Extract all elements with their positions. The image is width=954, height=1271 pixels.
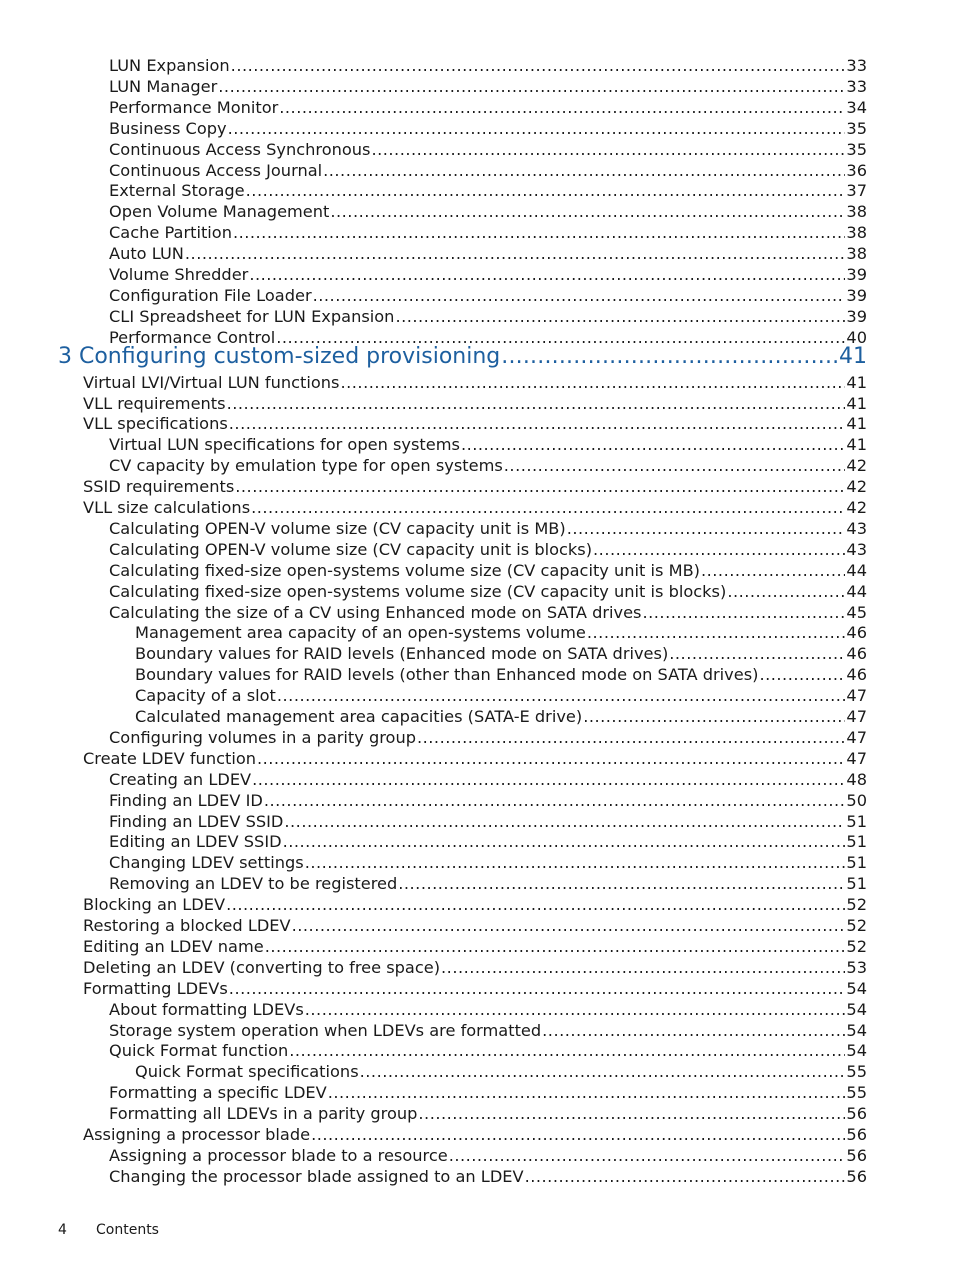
toc-entry-page-number: 37 bbox=[846, 181, 867, 201]
toc-entry-page-number: 39 bbox=[846, 306, 867, 326]
toc-entry-page-number: 54 bbox=[846, 999, 867, 1019]
toc-entry-title: Virtual LVI/Virtual LUN functions bbox=[83, 372, 340, 392]
toc-dot-leader bbox=[252, 770, 845, 790]
toc-entry-title: LUN Manager bbox=[109, 76, 218, 96]
toc-dot-leader bbox=[593, 540, 845, 560]
toc-entry-title: LUN Expansion bbox=[109, 56, 230, 75]
toc-entry[interactable] bbox=[109, 223, 867, 243]
toc-dot-leader bbox=[235, 477, 845, 497]
toc-entry-page-number: 55 bbox=[846, 1062, 867, 1082]
toc-entry-title: Calculating fixed-size open-systems volume size (CV capacity unit is MB) bbox=[109, 560, 700, 580]
toc-entry[interactable] bbox=[109, 1000, 867, 1020]
toc-dot-leader bbox=[283, 832, 846, 852]
toc-entry-title: Assigning a processor blade to a resource bbox=[109, 1145, 448, 1165]
toc-entry[interactable] bbox=[109, 119, 867, 139]
toc-dot-leader bbox=[727, 582, 845, 602]
toc-entry[interactable] bbox=[109, 874, 867, 894]
toc-entry[interactable] bbox=[83, 414, 867, 434]
toc-dot-leader bbox=[229, 979, 846, 999]
toc-entry[interactable] bbox=[109, 307, 867, 327]
toc-entry[interactable] bbox=[109, 1146, 867, 1166]
toc-entry-page-number: 53 bbox=[846, 957, 867, 977]
toc-entry-page-number: 56 bbox=[846, 1104, 867, 1124]
toc-entry-title: Restoring a blocked LDEV bbox=[83, 916, 291, 935]
toc-entry-page-number: 52 bbox=[846, 916, 867, 935]
toc-entry[interactable] bbox=[109, 853, 867, 873]
toc-entry-title: Volume Shredder bbox=[109, 265, 249, 284]
toc-entry[interactable] bbox=[109, 77, 867, 97]
toc-entry-title: Calculating the size of a CV using Enhanced mode on SATA drives bbox=[109, 602, 642, 622]
toc-entry-page-number: 42 bbox=[846, 477, 867, 497]
toc-dot-leader bbox=[249, 265, 845, 285]
toc-entry-page-number: 44 bbox=[846, 560, 867, 580]
toc-entry[interactable] bbox=[109, 832, 867, 852]
toc-dot-leader bbox=[305, 1000, 846, 1020]
toc-entry[interactable] bbox=[109, 603, 867, 623]
toc-entry-title: Formatting a specific LDEV bbox=[109, 1083, 327, 1103]
toc-entry-title: Calculating OPEN-V volume size (CV capacity unit is MB) bbox=[109, 518, 566, 538]
toc-entry-page-number: 42 bbox=[846, 498, 867, 517]
toc-entry-page-number: 51 bbox=[846, 853, 867, 873]
toc-dot-leader bbox=[398, 874, 845, 894]
toc-dot-leader bbox=[323, 161, 845, 181]
toc-entry[interactable] bbox=[109, 265, 867, 285]
toc-entry[interactable] bbox=[109, 244, 867, 264]
toc-entry-title: Continuous Access Synchronous bbox=[109, 139, 371, 159]
toc-dot-leader bbox=[305, 853, 846, 873]
toc-entry[interactable] bbox=[135, 665, 867, 685]
toc-entry-page-number: 43 bbox=[846, 539, 867, 559]
toc-entry[interactable] bbox=[135, 686, 867, 706]
toc-dot-leader bbox=[461, 435, 845, 455]
toc-entry-title: Configuration File Loader bbox=[109, 285, 312, 305]
toc-entry-page-number: 34 bbox=[846, 97, 867, 117]
toc-entry-title: Boundary values for RAID levels (Enhanced mode on SATA drives) bbox=[135, 644, 669, 664]
toc-entry-title: Capacity of a slot bbox=[135, 686, 276, 706]
toc-entry[interactable] bbox=[135, 623, 867, 643]
toc-entry[interactable] bbox=[83, 916, 867, 936]
toc-dot-leader bbox=[257, 749, 845, 769]
toc-entry-title: Open Volume Management bbox=[109, 202, 330, 222]
toc-dot-leader bbox=[330, 202, 845, 222]
toc-entry[interactable] bbox=[83, 1125, 867, 1145]
toc-entry[interactable] bbox=[83, 373, 867, 393]
toc-entry-title: 3 Configuring custom-sized provisioning bbox=[58, 343, 501, 369]
toc-entry-page-number: 45 bbox=[846, 602, 867, 622]
toc-entry-title: Blocking an LDEV bbox=[83, 895, 226, 915]
toc-entry[interactable] bbox=[109, 582, 867, 602]
toc-entry[interactable] bbox=[83, 749, 867, 769]
toc-entry[interactable] bbox=[109, 456, 867, 476]
toc-entry-page-number: 51 bbox=[846, 874, 867, 894]
toc-dot-leader bbox=[504, 456, 846, 476]
toc-dot-leader bbox=[292, 916, 846, 936]
toc-dot-leader bbox=[583, 707, 845, 727]
toc-entry-title: Storage system operation when LDEVs are formatted bbox=[109, 1020, 542, 1040]
toc-entry-title: Formatting LDEVs bbox=[83, 978, 228, 998]
toc-entry-page-number: 38 bbox=[846, 223, 867, 243]
toc-entry[interactable] bbox=[83, 979, 867, 999]
toc-entry-title: Create LDEV function bbox=[83, 748, 256, 768]
toc-entry-page-number: 51 bbox=[846, 832, 867, 852]
toc-dot-leader bbox=[371, 140, 845, 160]
toc-dot-leader bbox=[277, 686, 846, 706]
toc-dot-leader bbox=[229, 414, 846, 434]
toc-dot-leader bbox=[289, 1041, 845, 1061]
toc-entry[interactable] bbox=[109, 770, 867, 790]
toc-entry[interactable] bbox=[109, 1104, 867, 1124]
toc-entry[interactable] bbox=[135, 644, 867, 664]
toc-entry-title: Performance Control bbox=[109, 327, 276, 347]
toc-entry-title: Formatting all LDEVs in a parity group bbox=[109, 1104, 418, 1124]
toc-entry[interactable] bbox=[109, 728, 867, 748]
toc-entry-page-number: 40 bbox=[846, 327, 867, 347]
toc-entry[interactable] bbox=[83, 477, 867, 497]
toc-entry-title: Creating an LDEV bbox=[109, 769, 252, 789]
toc-entry-page-number: 33 bbox=[846, 56, 867, 75]
toc-entry-title: Virtual LUN specifications for open systems bbox=[109, 435, 460, 455]
toc-entry-page-number: 36 bbox=[846, 160, 867, 180]
toc-entry-title: Boundary values for RAID levels (other than Enhanced mode on SATA drives) bbox=[135, 665, 759, 685]
toc-entry-title: Auto LUN bbox=[109, 244, 184, 264]
toc-entry-page-number: 39 bbox=[846, 265, 867, 284]
toc-entry[interactable] bbox=[109, 435, 867, 455]
toc-entry-page-number: 51 bbox=[846, 811, 867, 831]
toc-entry[interactable] bbox=[83, 498, 867, 518]
toc-entry-title: Finding an LDEV ID bbox=[109, 790, 263, 810]
toc-entry[interactable] bbox=[83, 958, 867, 978]
toc-dot-leader bbox=[228, 119, 846, 139]
toc-entry[interactable] bbox=[109, 181, 867, 201]
toc-entry-title: External Storage bbox=[109, 181, 245, 201]
toc-entry-title: Performance Monitor bbox=[109, 97, 279, 117]
toc-chapter-heading[interactable] bbox=[58, 343, 867, 371]
toc-entry-page-number: 50 bbox=[846, 790, 867, 810]
toc-entry-page-number: 54 bbox=[846, 1041, 867, 1061]
toc-entry-title: Editing an LDEV SSID bbox=[109, 832, 282, 852]
toc-entry-title: SSID requirements bbox=[83, 477, 235, 497]
toc-entry-title: VLL size calculations bbox=[83, 498, 251, 517]
toc-dot-leader bbox=[311, 1125, 845, 1145]
toc-dot-leader bbox=[246, 181, 846, 201]
toc-entry-page-number: 41 bbox=[846, 435, 867, 455]
toc-entry-title: Configuring volumes in a parity group bbox=[109, 727, 416, 747]
toc-entry-page-number: 46 bbox=[846, 623, 867, 643]
toc-entry-title: Quick Format specifications bbox=[135, 1062, 359, 1082]
toc-entry-page-number: 41 bbox=[846, 393, 867, 413]
toc-entry[interactable] bbox=[109, 519, 867, 539]
toc-dot-leader bbox=[265, 937, 846, 957]
toc-entry-page-number: 42 bbox=[846, 456, 867, 476]
toc-entry[interactable] bbox=[109, 791, 867, 811]
toc-entry-title: Quick Format function bbox=[109, 1041, 289, 1061]
toc-dot-leader bbox=[313, 286, 846, 306]
toc-dot-leader bbox=[449, 1146, 846, 1166]
toc-entry-title: Assigning a processor blade bbox=[83, 1125, 311, 1144]
toc-dot-leader bbox=[284, 812, 845, 832]
toc-entry-title: Calculating OPEN-V volume size (CV capacity unit is blocks) bbox=[109, 539, 593, 559]
toc-dot-leader bbox=[642, 603, 845, 623]
toc-entry-title: VLL specifications bbox=[83, 414, 228, 434]
toc-entry-title: Business Copy bbox=[109, 118, 227, 138]
toc-entry[interactable] bbox=[109, 1041, 867, 1061]
toc-entry-page-number: 47 bbox=[846, 727, 867, 747]
toc-entry[interactable] bbox=[109, 98, 867, 118]
toc-entry-title: About formatting LDEVs bbox=[109, 999, 304, 1019]
toc-entry-title: Editing an LDEV name bbox=[83, 936, 264, 956]
toc-dot-leader bbox=[501, 343, 838, 371]
toc-entry-page-number: 38 bbox=[846, 202, 867, 222]
toc-entry-page-number: 56 bbox=[846, 1145, 867, 1165]
toc-dot-leader bbox=[417, 728, 845, 748]
toc-entry-title: CLI Spreadsheet for LUN Expansion bbox=[109, 306, 395, 326]
toc-entry-page-number: 35 bbox=[846, 118, 867, 138]
toc-entry-page-number: 48 bbox=[846, 769, 867, 789]
toc-entry[interactable] bbox=[109, 1167, 867, 1187]
toc-dot-leader bbox=[701, 561, 845, 581]
toc-entry-page-number: 33 bbox=[846, 76, 867, 96]
toc-entry-page-number: 56 bbox=[846, 1166, 867, 1186]
toc-dot-leader bbox=[218, 77, 845, 97]
toc-dot-leader bbox=[525, 1167, 846, 1187]
toc-entry[interactable] bbox=[109, 1083, 867, 1103]
toc-dot-leader bbox=[395, 307, 845, 327]
toc-entry[interactable] bbox=[83, 937, 867, 957]
toc-entry-page-number: 46 bbox=[846, 644, 867, 664]
toc-entry-title: Continuous Access Journal bbox=[109, 160, 323, 180]
toc-entry[interactable] bbox=[109, 140, 867, 160]
toc-dot-leader bbox=[669, 644, 845, 664]
toc-dot-leader bbox=[759, 665, 845, 685]
toc-entry-page-number: 41 bbox=[839, 343, 867, 369]
toc-dot-leader bbox=[226, 895, 845, 915]
toc-entry[interactable] bbox=[109, 561, 867, 581]
toc-dot-leader bbox=[233, 223, 845, 243]
toc-entry[interactable] bbox=[109, 161, 867, 181]
toc-entry-page-number: 56 bbox=[846, 1125, 867, 1144]
toc-entry-page-number: 47 bbox=[846, 748, 867, 768]
toc-entry-title: Calculating fixed-size open-systems volume size (CV capacity unit is blocks) bbox=[109, 581, 727, 601]
toc-dot-leader bbox=[264, 791, 846, 811]
toc-entry-page-number: 41 bbox=[846, 372, 867, 392]
toc-entry[interactable] bbox=[135, 707, 867, 727]
toc-entry-title: VLL requirements bbox=[83, 393, 226, 413]
toc-entry-page-number: 44 bbox=[846, 581, 867, 601]
toc-entry-page-number: 43 bbox=[846, 518, 867, 538]
toc-entry-title: Changing LDEV settings bbox=[109, 853, 304, 873]
toc-entry-title: Removing an LDEV to be registered bbox=[109, 874, 398, 894]
toc-dot-leader bbox=[231, 56, 846, 76]
toc-entry-title: Changing the processor blade assigned to an LDEV bbox=[109, 1166, 524, 1186]
toc-entry-page-number: 41 bbox=[846, 414, 867, 434]
toc-dot-leader bbox=[185, 244, 845, 264]
toc-entry[interactable] bbox=[83, 895, 867, 915]
toc-entry[interactable] bbox=[109, 812, 867, 832]
toc-entry-page-number: 38 bbox=[846, 244, 867, 264]
toc-dot-leader bbox=[441, 958, 845, 978]
toc-dot-leader bbox=[279, 98, 845, 118]
toc-entry-page-number: 54 bbox=[846, 978, 867, 998]
toc-entry-page-number: 46 bbox=[846, 665, 867, 685]
toc-dot-leader bbox=[587, 623, 846, 643]
toc-entry[interactable] bbox=[109, 540, 867, 560]
toc-entry-page-number: 35 bbox=[846, 139, 867, 159]
toc-entry[interactable] bbox=[109, 286, 867, 306]
toc-dot-leader bbox=[567, 519, 846, 539]
toc-entry[interactable] bbox=[83, 394, 867, 414]
toc-entry-page-number: 47 bbox=[846, 686, 867, 706]
toc-entry-title: Finding an LDEV SSID bbox=[109, 811, 284, 831]
toc-dot-leader bbox=[542, 1021, 845, 1041]
toc-entry[interactable] bbox=[135, 1062, 867, 1082]
page-footer bbox=[0, 1222, 954, 1242]
footer-title: Contents bbox=[96, 1222, 159, 1238]
toc-dot-leader bbox=[360, 1062, 846, 1082]
toc-dot-leader bbox=[251, 498, 845, 518]
toc-dot-leader bbox=[227, 394, 846, 414]
toc-entry-page-number: 47 bbox=[846, 707, 867, 726]
toc-entry-title: Deleting an LDEV (converting to free space) bbox=[83, 957, 441, 977]
toc-entry-title: CV capacity by emulation type for open systems bbox=[109, 456, 503, 476]
toc-entry-page-number: 52 bbox=[846, 895, 867, 915]
toc-dot-leader bbox=[418, 1104, 845, 1124]
footer-page-number: 4 bbox=[58, 1222, 67, 1238]
toc-entry-page-number: 55 bbox=[846, 1083, 867, 1103]
toc-entry-title: Calculated management area capacities (SATA-E drive) bbox=[135, 707, 583, 726]
toc-entry-page-number: 54 bbox=[846, 1020, 867, 1040]
toc-dot-leader bbox=[328, 1083, 846, 1103]
toc-entry[interactable] bbox=[109, 56, 867, 76]
toc-entry-title: Management area capacity of an open-systems volume bbox=[135, 623, 586, 643]
toc-dot-leader bbox=[341, 373, 846, 393]
toc-entry-page-number: 52 bbox=[846, 936, 867, 956]
toc-entry[interactable] bbox=[109, 1021, 867, 1041]
toc-entry-title: Cache Partition bbox=[109, 223, 232, 243]
toc-entry[interactable] bbox=[109, 202, 867, 222]
toc-entry-page-number: 39 bbox=[846, 285, 867, 305]
